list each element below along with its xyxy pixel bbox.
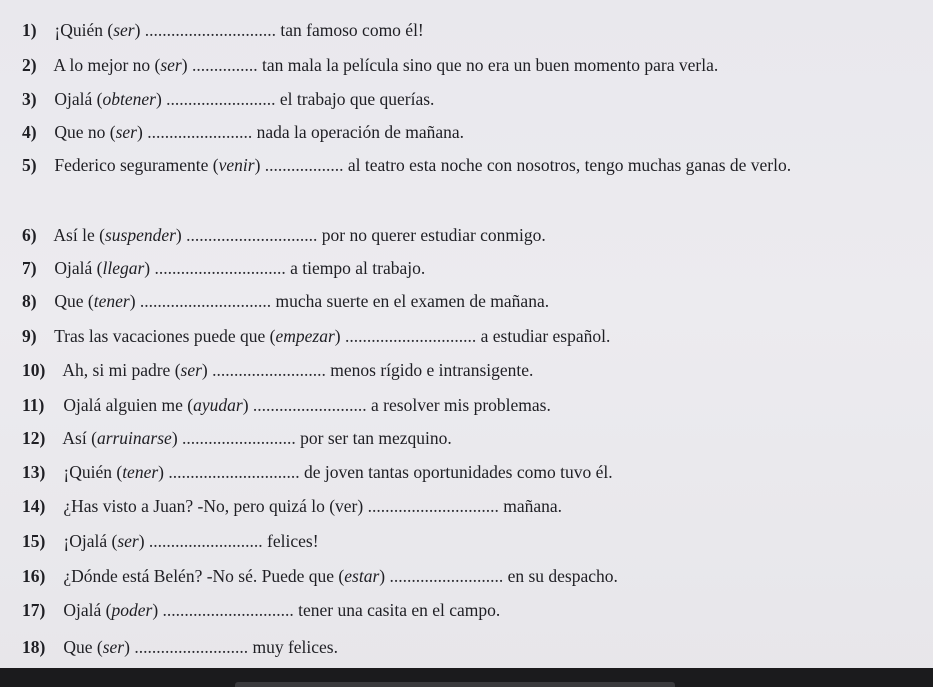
exercise-16: [22, 565, 912, 587]
exercise-text-after: felices!: [262, 531, 319, 551]
exercise-text-before: Ojalá (: [63, 600, 112, 620]
exercise-number: 14): [22, 496, 46, 516]
exercise-7: [22, 257, 912, 279]
exercise-number: 6): [22, 225, 37, 245]
exercise-text-before: Así le (: [53, 225, 105, 245]
exercise-verb: poder: [111, 600, 153, 620]
exercise-text-after: el trabajo que querías.: [275, 89, 435, 109]
exercise-4: [22, 121, 912, 143]
exercise-text-before: A lo mejor no (: [53, 55, 161, 75]
exercise-15: [22, 530, 912, 552]
exercise-number: 13): [22, 462, 46, 482]
exercise-text-after: a estudiar español.: [476, 326, 611, 346]
answer-blank[interactable]: ..............................: [144, 20, 277, 40]
answer-blank[interactable]: ..................: [264, 155, 344, 175]
exercise-11: [22, 394, 912, 416]
exercise-text-mid: ): [144, 258, 155, 278]
exercise-text-mid: ): [175, 225, 187, 245]
exercise-number: 4): [22, 122, 37, 142]
exercise-number: 11): [22, 395, 45, 415]
answer-blank[interactable]: ..............................: [139, 291, 272, 311]
exercise-14: [22, 495, 912, 517]
exercise-text-before: Que (: [63, 637, 103, 657]
answer-blank[interactable]: ..........................: [182, 428, 296, 448]
exercise-verb: ser: [117, 531, 139, 551]
exercise-number: 18): [22, 637, 46, 657]
exercise-text-after: a tiempo al trabajo.: [285, 258, 426, 278]
exercise-text-before: Que (: [54, 291, 94, 311]
answer-blank[interactable]: ...............: [191, 55, 258, 75]
exercise-number: 10): [22, 360, 46, 380]
exercise-text-mid: ): [134, 20, 145, 40]
answer-blank[interactable]: ........................: [147, 122, 253, 142]
exercise-text-after: en su despacho.: [503, 566, 618, 586]
exercise-text-after: de joven tantas oportunidades como tuvo él.: [299, 462, 613, 482]
exercise-18: [22, 636, 912, 658]
exercise-6: [22, 224, 912, 246]
exercise-number: 17): [22, 600, 46, 620]
exercise-text-after: tan famoso como él!: [276, 20, 424, 40]
exercise-verb: arruinarse: [96, 428, 172, 448]
exercise-text-after: a resolver mis problemas.: [366, 395, 551, 415]
exercise-verb: venir: [218, 155, 255, 175]
exercise-2: [22, 54, 912, 76]
exercise-17: [22, 599, 912, 621]
answer-blank[interactable]: ..........................: [148, 531, 263, 551]
answer-blank[interactable]: ..............................: [154, 258, 286, 278]
exercise-text-before: Federico seguramente (: [54, 155, 219, 175]
exercise-text-before: ¿Dónde está Belén? -No sé. Puede que (: [63, 566, 345, 586]
answer-blank[interactable]: ..........................: [212, 360, 326, 380]
answer-blank[interactable]: ..........................: [134, 637, 249, 657]
exercise-text-before: Ojalá (: [54, 89, 103, 109]
exercise-text-before: ¡Quién (: [54, 20, 114, 40]
exercise-verb: suspender: [104, 225, 176, 245]
exercise-verb: ser: [160, 55, 182, 75]
exercise-verb: ayudar: [193, 395, 243, 415]
answer-blank[interactable]: ..........................: [389, 566, 504, 586]
exercise-text-after: tener una casita en el campo.: [293, 600, 501, 620]
exercise-text-mid: ): [334, 326, 345, 346]
exercise-text-after: muy felices.: [248, 637, 338, 657]
exercise-verb: ser: [115, 122, 137, 142]
bottom-tab: [235, 682, 675, 687]
exercise-text-before: ¡Quién (: [63, 462, 123, 482]
exercise-1: [22, 19, 912, 41]
exercise-verb: obtener: [102, 89, 156, 109]
exercise-number: 5): [22, 155, 37, 175]
exercise-8: [22, 290, 912, 312]
exercise-text-before: Que no (: [54, 122, 116, 142]
exercise-text-mid: ): [379, 566, 390, 586]
exercise-text-mid: ): [138, 531, 149, 551]
exercise-text-mid: ): [181, 55, 192, 75]
exercise-text-after: mañana.: [498, 496, 562, 516]
exercise-text-mid: ): [171, 428, 183, 448]
exercise-text-mid: ): [129, 291, 140, 311]
exercise-text-after: por no querer estudiar conmigo.: [317, 225, 546, 245]
exercise-number: 12): [22, 428, 46, 448]
exercise-verb: llegar: [102, 258, 145, 278]
answer-blank[interactable]: ..............................: [367, 496, 499, 516]
exercise-verb: ser: [180, 360, 202, 380]
exercise-text-mid: ): [242, 395, 253, 415]
exercise-9: [22, 325, 912, 347]
exercise-text-mid: ): [201, 360, 213, 380]
exercise-text-after: menos rígido e intransigente.: [325, 360, 534, 380]
exercise-verb: estar: [344, 566, 380, 586]
exercise-text-after: nada la operación de mañana.: [252, 122, 465, 142]
answer-blank[interactable]: .........................: [166, 89, 276, 109]
exercise-text-before: ¿Has visto a Juan? -No, pero quizá lo (ver): [63, 496, 368, 516]
exercise-text-before: Así (: [62, 428, 97, 448]
exercise-number: 2): [22, 55, 37, 75]
exercise-text-mid: ): [155, 89, 167, 109]
exercise-number: 7): [22, 258, 37, 278]
answer-blank[interactable]: ..............................: [186, 225, 318, 245]
exercise-text-after: tan mala la película sino que no era un buen momento para verla.: [257, 55, 719, 75]
exercise-text-before: Ojalá (: [54, 258, 103, 278]
exercise-verb: empezar: [275, 326, 335, 346]
exercise-text-after: al teatro esta noche con nosotros, tengo muchas ganas de verlo.: [343, 155, 792, 175]
exercise-number: 1): [22, 20, 37, 40]
exercise-number: 16): [22, 566, 46, 586]
exercise-text-before: ¡Ojalá (: [63, 531, 118, 551]
exercise-text-before: Ojalá alguien me (: [63, 395, 194, 415]
exercise-text-mid: ): [254, 155, 265, 175]
exercise-verb: tener: [93, 291, 130, 311]
exercise-verb: ser: [113, 20, 135, 40]
answer-blank[interactable]: ..............................: [162, 600, 294, 620]
exercise-number: 9): [22, 326, 37, 346]
exercise-verb: ser: [102, 637, 125, 657]
exercise-text-mid: ): [158, 462, 169, 482]
exercise-13: [22, 461, 912, 483]
exercise-number: 8): [22, 291, 37, 311]
answer-blank[interactable]: ..............................: [168, 462, 300, 482]
exercise-text-mid: ): [152, 600, 163, 620]
exercise-text-before: Ah, si mi padre (: [62, 360, 181, 380]
exercise-number: 3): [22, 89, 37, 109]
exercise-3: [22, 88, 912, 110]
exercise-5: [22, 148, 874, 183]
exercise-text-after: mucha suerte en el examen de mañana.: [271, 291, 550, 311]
exercise-10: [22, 359, 912, 381]
bottom-bar: [0, 668, 933, 687]
exercise-text-mid: ): [137, 122, 148, 142]
exercise-text-after: por ser tan mezquino.: [295, 428, 452, 448]
answer-blank[interactable]: ..........................: [252, 395, 367, 415]
exercise-text-mid: ): [124, 637, 135, 657]
exercise-verb: tener: [122, 462, 159, 482]
exercise-number: 15): [22, 531, 46, 551]
answer-blank[interactable]: ..............................: [345, 326, 477, 346]
exercise-text-before: Tras las vacaciones puede que (: [54, 326, 276, 346]
exercise-12: [22, 427, 912, 449]
